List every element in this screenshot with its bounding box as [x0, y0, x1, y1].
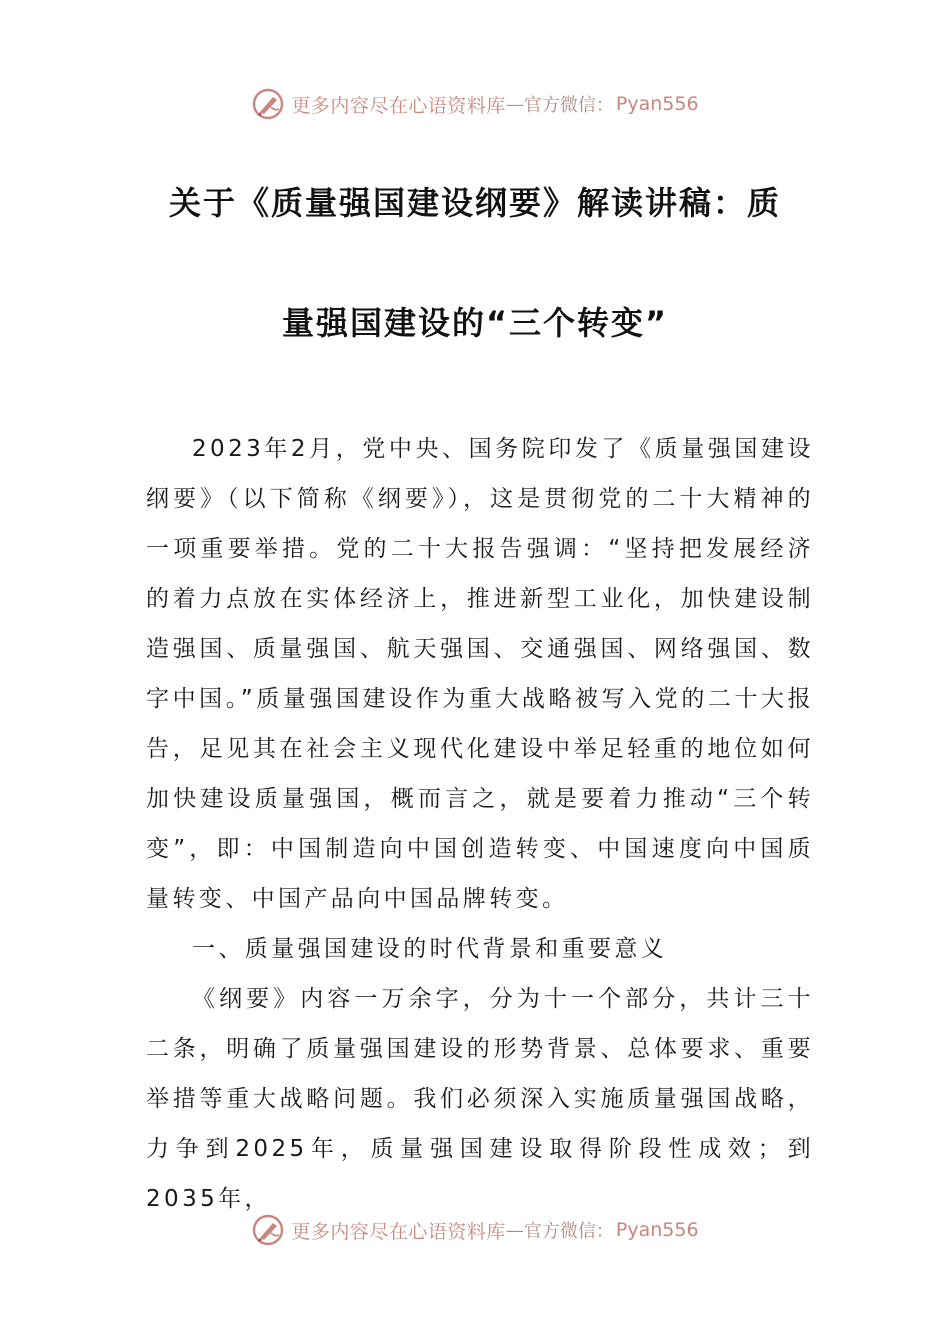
watermark-tail-text: 官方微信：: [523, 1221, 614, 1242]
watermark-wechat-id: Pyan556: [615, 93, 699, 115]
document-title-line-2: 量强国建设的“三个转变”: [281, 304, 669, 342]
header-watermark: [0, 84, 950, 124]
paragraph-outline: 《纲要》内容一万余字，分为十一个部分，共计三十二条，明确了质量强国建设的形势背景、总体要求、重要举措等重大战略问题。我们必须深入实施质量强国战略，力争到2025年，质量强国建设取得阶段性成效；到2035年，: [146, 986, 814, 1212]
document-title-line-1: 关于《质量强国建设纲要》解读讲稿：质: [168, 184, 781, 222]
pen-logo-icon: [251, 87, 285, 121]
watermark-main-text: 更多内容尽在心语资料库: [291, 94, 506, 117]
footer-watermark: [0, 1210, 950, 1250]
watermark-separator: —: [505, 1219, 524, 1241]
pen-logo-icon: [251, 1213, 285, 1247]
document-body: [146, 424, 814, 1224]
watermark-tail-text: 官方微信：: [523, 95, 614, 116]
watermark-main-text: 更多内容尽在心语资料库: [291, 1220, 506, 1243]
paragraph-intro: 2023年2月，党中央、国务院印发了《质量强国建设纲要》（以下简称《纲要》），这是贯彻党的二十大精神的一项重要举措。党的二十大报告强调：“坚持把发展经济的着力点放在实体经济上，推进新型工业化，加快建设制造强国、质量强国、航天强国、交通强国、网络强国、数字中国。”质量强国建设作为重大战略被写入党的二十大报告，足见其在社会主义现代化建设中举足轻重的地位如何加快建设质量强国，概而言之，就是要着力推动“三个转变”，即：中国制造向中国创造转变、中国速度向中国质量转变、中国产品向中国品牌转变。: [146, 436, 814, 912]
watermark-wechat-id: Pyan556: [615, 1219, 699, 1241]
watermark-separator: —: [505, 93, 524, 115]
section-heading-1: 一、质量强国建设的时代背景和重要意义: [192, 936, 668, 962]
